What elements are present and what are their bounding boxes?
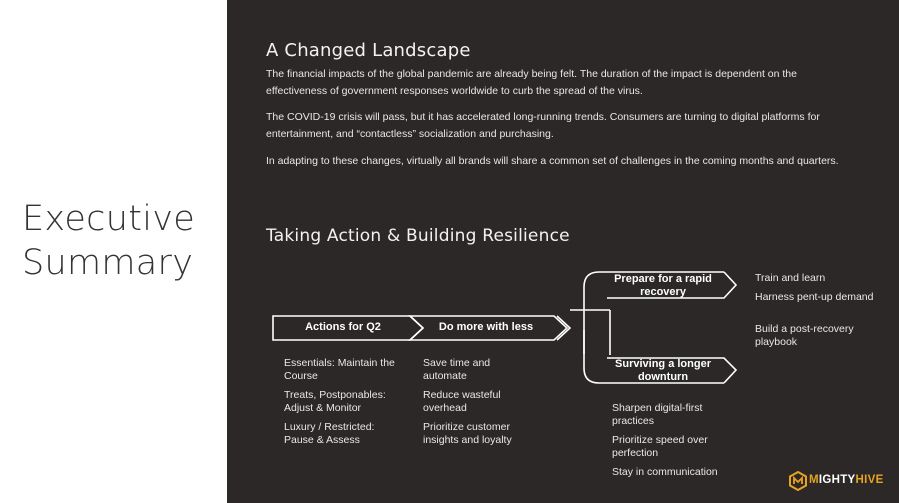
hexagon-logo-icon — [789, 471, 807, 491]
logo-wordmark: MIGHTYHIVE — [809, 474, 884, 486]
surviving-item-1: Sharpen digital-first practices — [612, 402, 703, 427]
title-line-2: Summary — [22, 243, 194, 283]
landscape-paragraph-2: The COVID-19 crisis will pass, but it has accelerated long-running trends. Consumers are turning to digital platforms for entertainment, and “contactless” socialization and purchasing. — [266, 111, 820, 140]
prepare-label: Prepare for a rapid recovery — [614, 273, 712, 298]
prepare-item-1: Train and learn — [755, 272, 826, 284]
domore-item-1: Save time and automate — [423, 357, 491, 382]
prepare-item-3: Build a post-recovery playbook — [755, 323, 854, 348]
domore-item-2: Reduce wasteful overhead — [423, 389, 501, 414]
actions-item-1: Essentials: Maintain the Course — [284, 357, 395, 382]
prepare-item-2: Harness pent-up demand — [755, 291, 874, 303]
actions-item-3: Luxury / Restricted: Pause & Assess — [284, 421, 375, 446]
actions-label: Actions for Q2 — [305, 321, 381, 333]
landscape-heading: A Changed Landscape — [266, 40, 471, 61]
surviving-label: Surviving a longer downturn — [615, 358, 711, 383]
surviving-item-2: Prioritize speed over perfection — [612, 434, 708, 459]
actions-item-2: Treats, Postponables: Adjust & Monitor — [284, 389, 386, 414]
surviving-item-3: Stay in communication — [612, 466, 718, 478]
right-panel — [227, 0, 899, 503]
domore-item-3: Prioritize customer insights and loyalty — [423, 421, 512, 446]
landscape-paragraph-3: In adapting to these changes, virtually all brands will share a common set of challenges in the coming months and quarters. — [266, 155, 839, 167]
title-line-1: Executive — [22, 199, 196, 239]
domore-label: Do more with less — [438, 321, 534, 333]
left-panel — [0, 0, 227, 503]
resilience-heading: Taking Action & Building Resilience — [266, 226, 570, 246]
executive-summary-title — [22, 197, 195, 285]
landscape-paragraph-1: The financial impacts of the global pandemic are already being felt. The duration of the impact is dependent on the effectiveness of government responses worldwide to curb the spread of the virus. — [266, 68, 797, 97]
